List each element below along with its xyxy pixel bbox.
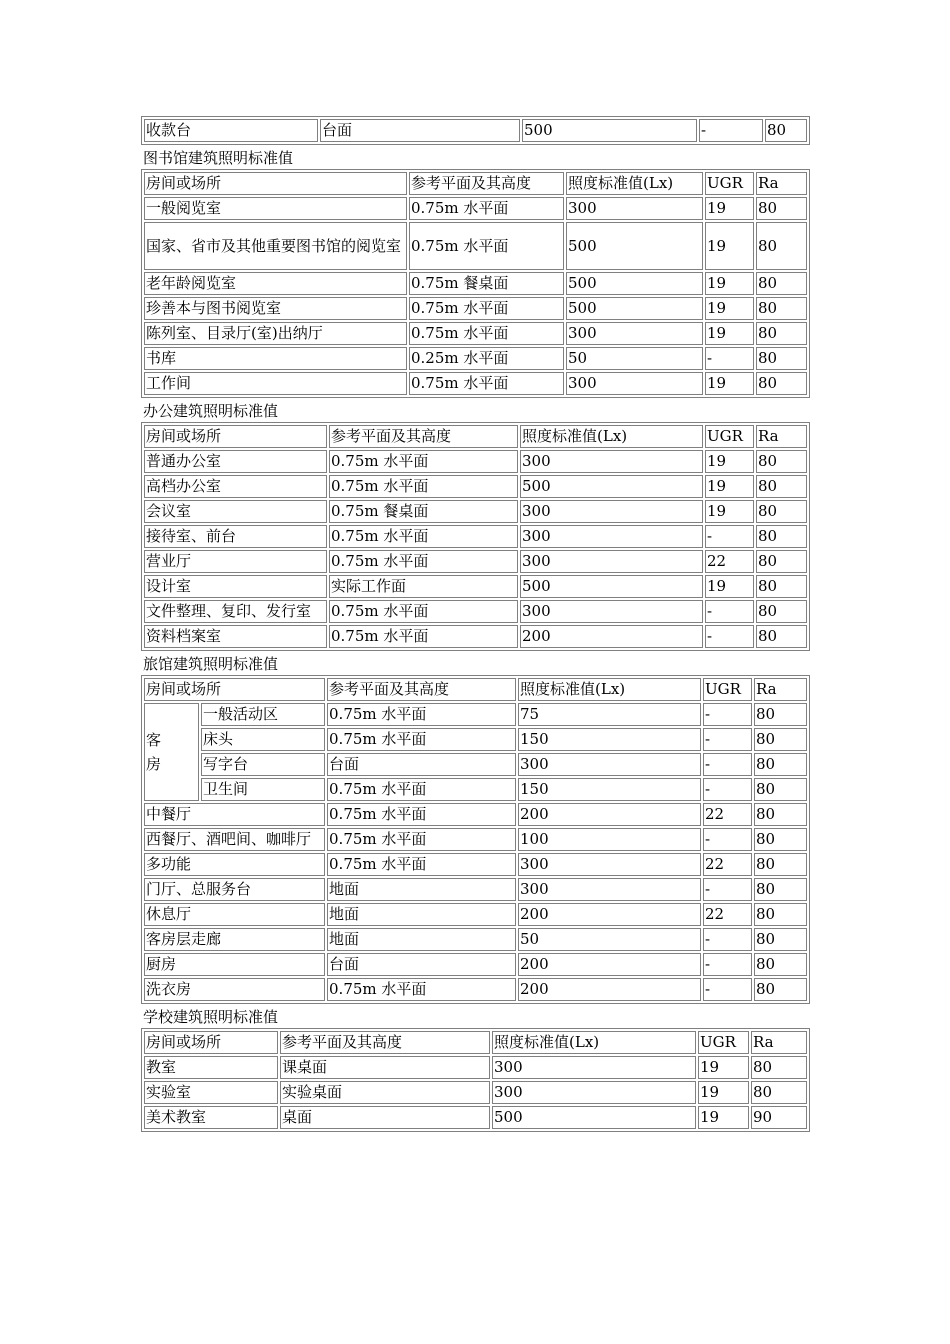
cell: - — [703, 978, 752, 1001]
header-cell: Ra — [756, 425, 807, 448]
cell: 国家、省市及其他重要图书馆的阅览室 — [144, 222, 407, 270]
cell: 300 — [520, 525, 703, 548]
cell: 19 — [705, 222, 754, 270]
header-cell: UGR — [698, 1031, 749, 1054]
header-cell: Ra — [751, 1031, 807, 1054]
cell: 80 — [754, 903, 807, 926]
cell: 80 — [756, 475, 807, 498]
cell: 0.75m 水平面 — [329, 525, 518, 548]
cell: 80 — [756, 450, 807, 473]
cell: 80 — [756, 297, 807, 320]
cell: 台面 — [320, 119, 520, 142]
cell: 0.75m 水平面 — [327, 853, 516, 876]
cell: 80 — [756, 347, 807, 370]
header-cell: Ra — [756, 172, 807, 195]
header-cell: 照度标准值(Lx) — [520, 425, 703, 448]
cell: 0.75m 水平面 — [409, 297, 564, 320]
header-cell: 参考平面及其高度 — [409, 172, 564, 195]
cell: 200 — [518, 953, 701, 976]
document-page — [141, 116, 810, 1132]
cell: 0.75m 餐桌面 — [329, 500, 518, 523]
cell: 0.75m 餐桌面 — [409, 272, 564, 295]
cell: 0.75m 水平面 — [327, 978, 516, 1001]
cell: 300 — [518, 878, 701, 901]
cell: 台面 — [327, 953, 516, 976]
cell: - — [705, 625, 754, 648]
cell: 80 — [756, 525, 807, 548]
table-row — [144, 372, 807, 395]
table-row — [144, 1056, 807, 1079]
cell: 80 — [754, 928, 807, 951]
cell: 老年龄阅览室 — [144, 272, 407, 295]
table-row — [144, 322, 807, 345]
cell: 床头 — [201, 728, 325, 751]
cell: - — [703, 778, 752, 801]
cell: 500 — [566, 272, 703, 295]
header-cell: 参考平面及其高度 — [280, 1031, 490, 1054]
table-row — [144, 272, 807, 295]
table-row — [144, 475, 807, 498]
cell: 0.75m 水平面 — [329, 450, 518, 473]
cell: 实际工作面 — [329, 575, 518, 598]
cell: 文件整理、复印、发行室 — [144, 600, 327, 623]
cell: 80 — [756, 575, 807, 598]
cell: 80 — [751, 1056, 807, 1079]
header-cell: 参考平面及其高度 — [329, 425, 518, 448]
cell: 300 — [492, 1081, 696, 1104]
header-cell: UGR — [705, 172, 754, 195]
table-row — [144, 197, 807, 220]
cell: 90 — [751, 1106, 807, 1129]
cell: 300 — [520, 450, 703, 473]
cell: 19 — [698, 1081, 749, 1104]
table-row — [144, 600, 807, 623]
cell: 19 — [705, 372, 754, 395]
cell: 80 — [754, 828, 807, 851]
cell: - — [699, 119, 763, 142]
table-header-row — [144, 172, 807, 195]
cell: 19 — [705, 272, 754, 295]
cell: 写字台 — [201, 753, 325, 776]
cell: 150 — [518, 778, 701, 801]
header-cell: 参考平面及其高度 — [327, 678, 516, 701]
header-cell: 照度标准值(Lx) — [566, 172, 703, 195]
cell: 200 — [520, 625, 703, 648]
cell: 80 — [756, 625, 807, 648]
cell: 80 — [754, 803, 807, 826]
table-row — [144, 703, 807, 726]
cell: 多功能 — [144, 853, 325, 876]
cell: 300 — [518, 853, 701, 876]
cell: 19 — [705, 450, 754, 473]
cell: 80 — [756, 197, 807, 220]
cell: 课桌面 — [280, 1056, 490, 1079]
cell: 美术教室 — [144, 1106, 278, 1129]
cell: 80 — [754, 953, 807, 976]
header-cell: 房间或场所 — [144, 172, 407, 195]
header-cell: UGR — [705, 425, 754, 448]
cell: 150 — [518, 728, 701, 751]
header-cell: 房间或场所 — [144, 678, 325, 701]
table-row — [144, 347, 807, 370]
cell: 22 — [703, 853, 752, 876]
table-row — [144, 450, 807, 473]
cell: 厨房 — [144, 953, 325, 976]
table-row — [144, 625, 807, 648]
cell: 资料档案室 — [144, 625, 327, 648]
cell: 0.75m 水平面 — [329, 550, 518, 573]
cell: 22 — [703, 903, 752, 926]
cell: 200 — [518, 903, 701, 926]
header-cell: 房间或场所 — [144, 1031, 278, 1054]
table-row — [144, 222, 807, 270]
cell: 80 — [756, 500, 807, 523]
cell: 0.75m 水平面 — [329, 600, 518, 623]
table-row — [144, 778, 807, 801]
cell: 台面 — [327, 753, 516, 776]
header-cell: UGR — [703, 678, 752, 701]
guest-room-label: 客房 — [146, 731, 162, 773]
cell: 门厅、总服务台 — [144, 878, 325, 901]
table-row — [144, 928, 807, 951]
cell: - — [703, 828, 752, 851]
header-cell: 照度标准值(Lx) — [492, 1031, 696, 1054]
header-cell: 照度标准值(Lx) — [518, 678, 701, 701]
hotel-table — [141, 675, 810, 1004]
cell: 300 — [520, 550, 703, 573]
cell: 80 — [754, 853, 807, 876]
cell: 300 — [518, 753, 701, 776]
cell: 300 — [566, 197, 703, 220]
cell: 500 — [520, 575, 703, 598]
cell: 0.75m 水平面 — [409, 322, 564, 345]
cell: 80 — [756, 550, 807, 573]
cell: 接待室、前台 — [144, 525, 327, 548]
cell: 实验桌面 — [280, 1081, 490, 1104]
table-row — [144, 525, 807, 548]
table-row — [144, 878, 807, 901]
table-row — [144, 1106, 807, 1129]
section-title-library: 图书馆建筑照明标准值 — [143, 149, 294, 167]
cell: 休息厅 — [144, 903, 325, 926]
cell: - — [703, 753, 752, 776]
cell: 0.75m 水平面 — [329, 475, 518, 498]
cell: 50 — [566, 347, 703, 370]
cell: 一般阅览室 — [144, 197, 407, 220]
top-table — [141, 116, 810, 145]
cell: 80 — [754, 753, 807, 776]
office-table — [141, 422, 810, 651]
cell: 一般活动区 — [201, 703, 325, 726]
table-row — [144, 953, 807, 976]
cell: 会议室 — [144, 500, 327, 523]
cell: 80 — [765, 119, 807, 142]
cell: 实验室 — [144, 1081, 278, 1104]
table-row — [144, 575, 807, 598]
cell: - — [703, 878, 752, 901]
cell: 80 — [754, 703, 807, 726]
cell: 地面 — [327, 903, 516, 926]
cell: 500 — [520, 475, 703, 498]
cell: 500 — [566, 297, 703, 320]
table-row — [144, 803, 807, 826]
cell: 0.75m 水平面 — [409, 222, 564, 270]
cell: 22 — [703, 803, 752, 826]
cell: 300 — [520, 500, 703, 523]
cell: 普通办公室 — [144, 450, 327, 473]
cell: 桌面 — [280, 1106, 490, 1129]
cell: 工作间 — [144, 372, 407, 395]
table-row — [144, 753, 807, 776]
cell: 80 — [754, 978, 807, 1001]
cell: 100 — [518, 828, 701, 851]
cell: - — [703, 928, 752, 951]
guest-room-cell — [144, 703, 199, 801]
cell: 80 — [754, 728, 807, 751]
cell: 300 — [566, 322, 703, 345]
cell: 西餐厅、酒吧间、咖啡厅 — [144, 828, 325, 851]
cell: 80 — [756, 272, 807, 295]
cell: 50 — [518, 928, 701, 951]
cell: 80 — [756, 600, 807, 623]
cell: - — [705, 600, 754, 623]
cell: 0.75m 水平面 — [329, 625, 518, 648]
cell: 19 — [705, 322, 754, 345]
cell: 300 — [520, 600, 703, 623]
table-row — [144, 853, 807, 876]
cell: 500 — [522, 119, 697, 142]
table-row — [144, 728, 807, 751]
cell: 卫生间 — [201, 778, 325, 801]
cell: - — [705, 525, 754, 548]
library-table — [141, 169, 810, 398]
cell: 19 — [698, 1106, 749, 1129]
cell: 80 — [756, 322, 807, 345]
cell: 0.25m 水平面 — [409, 347, 564, 370]
table-row — [144, 978, 807, 1001]
cell: 高档办公室 — [144, 475, 327, 498]
table-row — [144, 119, 807, 142]
cell: 书库 — [144, 347, 407, 370]
cell: - — [703, 703, 752, 726]
cell: 80 — [756, 222, 807, 270]
cell: 地面 — [327, 928, 516, 951]
table-row — [144, 828, 807, 851]
table-row — [144, 903, 807, 926]
cell: 0.75m 水平面 — [409, 197, 564, 220]
cell: 300 — [566, 372, 703, 395]
cell: - — [703, 728, 752, 751]
cell: 地面 — [327, 878, 516, 901]
cell: 设计室 — [144, 575, 327, 598]
cell: 19 — [698, 1056, 749, 1079]
cell: 22 — [705, 550, 754, 573]
cell: 200 — [518, 978, 701, 1001]
cell: 客房层走廊 — [144, 928, 325, 951]
cell: 教室 — [144, 1056, 278, 1079]
section-title-hotel: 旅馆建筑照明标准值 — [143, 655, 279, 673]
table-header-row — [144, 1031, 807, 1054]
cell: 80 — [754, 878, 807, 901]
cell: - — [703, 953, 752, 976]
school-table — [141, 1028, 810, 1132]
cell: 收款台 — [144, 119, 318, 142]
cell: 0.75m 水平面 — [327, 728, 516, 751]
cell: 300 — [492, 1056, 696, 1079]
table-header-row — [144, 425, 807, 448]
cell: 200 — [518, 803, 701, 826]
table-row — [144, 297, 807, 320]
cell: 19 — [705, 197, 754, 220]
cell: 0.75m 水平面 — [327, 778, 516, 801]
cell: 营业厅 — [144, 550, 327, 573]
section-title-school: 学校建筑照明标准值 — [143, 1008, 279, 1026]
cell: 珍善本与图书阅览室 — [144, 297, 407, 320]
header-cell: Ra — [754, 678, 807, 701]
cell: 500 — [566, 222, 703, 270]
section-title-office: 办公建筑照明标准值 — [143, 402, 279, 420]
cell: 19 — [705, 500, 754, 523]
cell: 19 — [705, 297, 754, 320]
cell: 80 — [751, 1081, 807, 1104]
cell: 0.75m 水平面 — [327, 703, 516, 726]
cell: 19 — [705, 475, 754, 498]
cell: 0.75m 水平面 — [409, 372, 564, 395]
cell: 0.75m 水平面 — [327, 828, 516, 851]
cell: 19 — [705, 575, 754, 598]
table-row — [144, 500, 807, 523]
cell: - — [705, 347, 754, 370]
cell: 洗衣房 — [144, 978, 325, 1001]
table-row — [144, 1081, 807, 1104]
cell: 75 — [518, 703, 701, 726]
cell: 80 — [754, 778, 807, 801]
header-cell: 房间或场所 — [144, 425, 327, 448]
table-row — [144, 550, 807, 573]
cell: 500 — [492, 1106, 696, 1129]
cell: 陈列室、目录厅(室)出纳厅 — [144, 322, 407, 345]
cell: 中餐厅 — [144, 803, 325, 826]
cell: 0.75m 水平面 — [327, 803, 516, 826]
cell: 80 — [756, 372, 807, 395]
table-header-row — [144, 678, 807, 701]
